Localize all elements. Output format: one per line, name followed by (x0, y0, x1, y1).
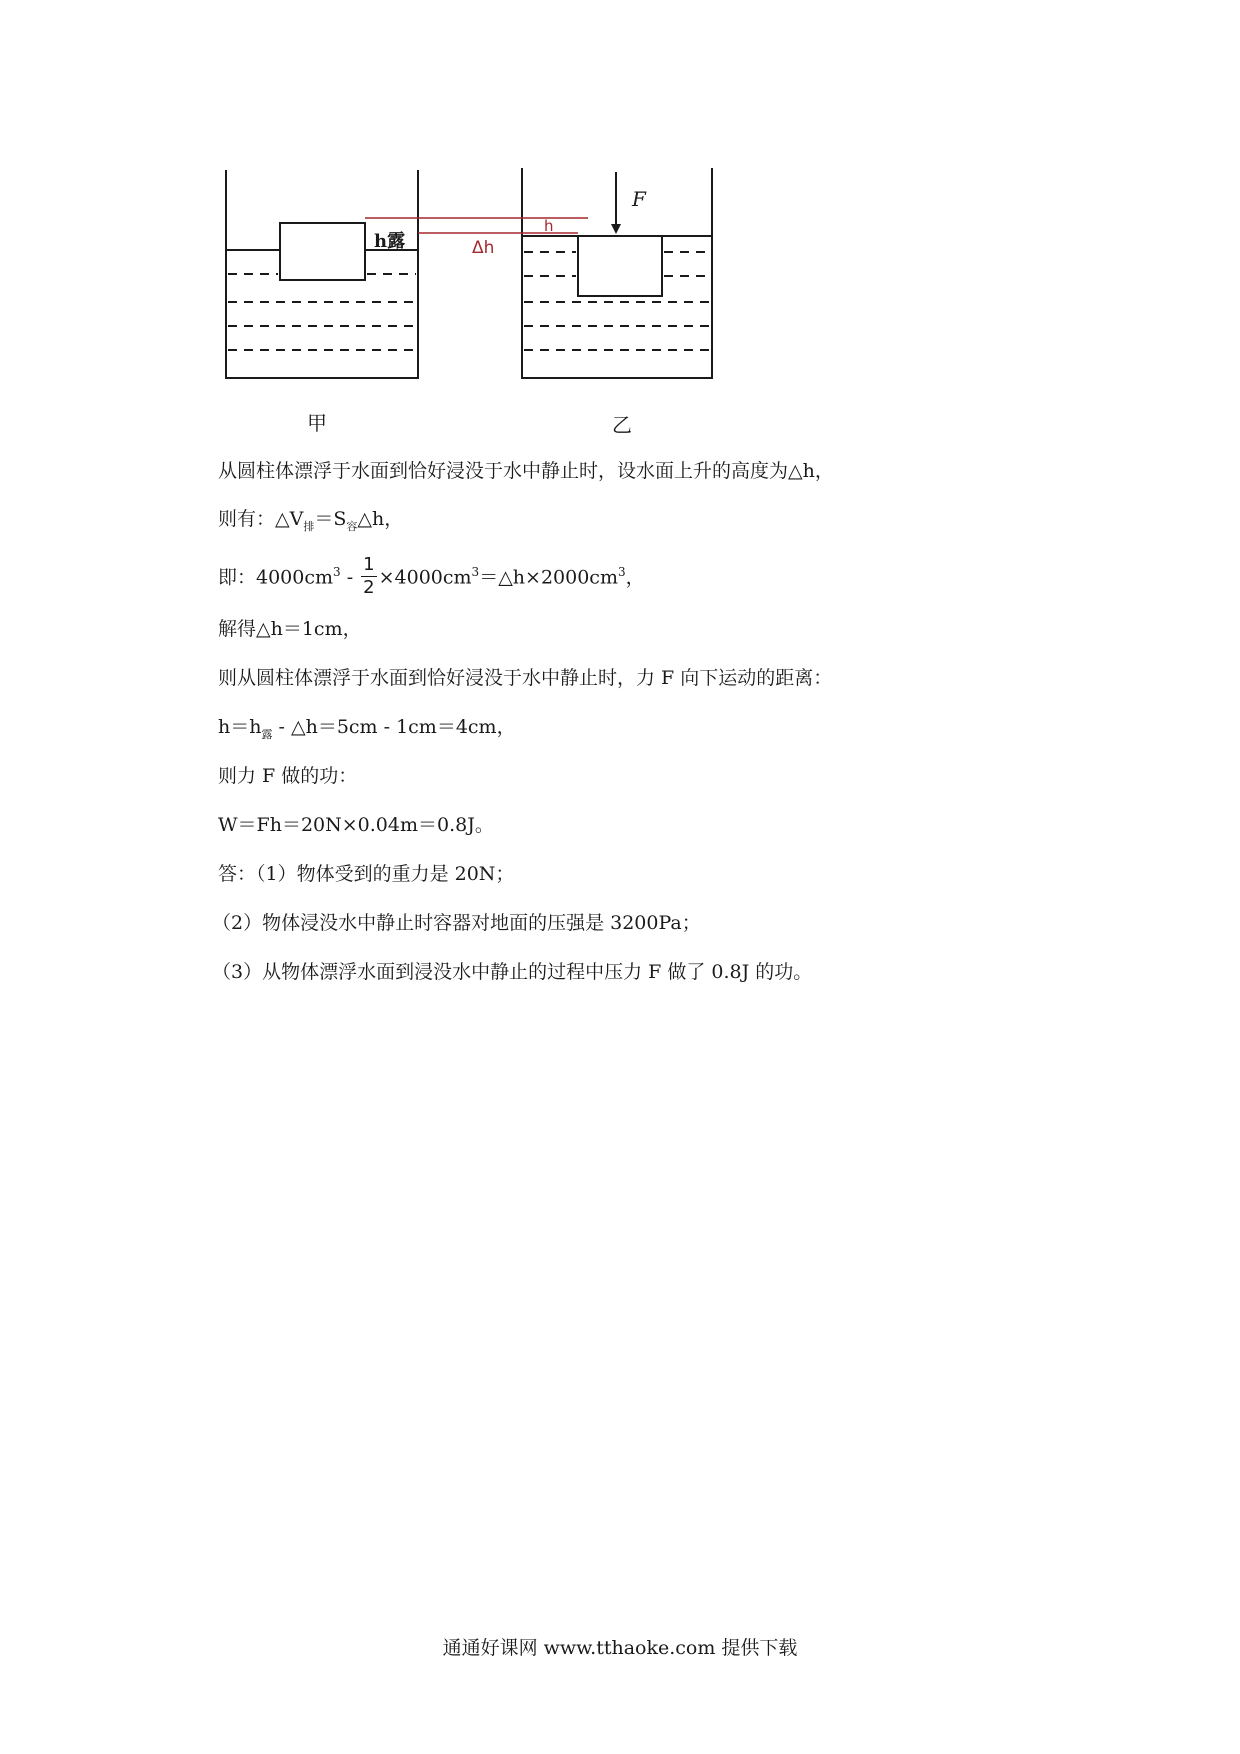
text-line-7: 则力 F 做的功： (218, 765, 358, 787)
sub-lu: 露 (261, 728, 273, 741)
text-line-10: （2）物体浸没水中静止时容器对地面的压强是 3200Pa； (212, 912, 701, 934)
force-label: F (632, 187, 646, 211)
t3d: ＝△h×2000cm (479, 566, 618, 589)
text-line-1: 从圆柱体漂浮于水面到恰好浸没于水中静止时，设水面上升的高度为△h， (218, 460, 834, 482)
h-label: h (544, 217, 554, 235)
frac-den: 2 (363, 577, 375, 598)
text-line-6 (218, 715, 516, 742)
t6b: - △h＝5cm - 1cm＝4cm， (272, 716, 516, 738)
text-line-2 (218, 507, 403, 534)
submerged-block (578, 236, 662, 296)
text-line-9: 答：（1）物体受到的重力是 20N； (218, 863, 515, 885)
sup-1: 3 (333, 564, 341, 579)
text-line-8: W＝Fh＝20N×0.04m＝0.8J。 (218, 814, 494, 836)
caption-jia: 甲 (307, 411, 327, 435)
sup-3: 3 (617, 564, 626, 579)
sub-pai: 排 (303, 520, 315, 533)
t3a: 即：4000cm (218, 566, 334, 589)
text-line-11: （3）从物体漂浮水面到浸没水中静止的过程中压力 F 做了 0.8J 的功。 (212, 961, 813, 983)
container-jia (226, 170, 418, 378)
container-yi (522, 168, 712, 378)
delta-h-label: Δh (472, 238, 495, 258)
buoyancy-diagram (0, 0, 1240, 460)
floating-block (280, 223, 365, 280)
t6a: h＝h (218, 716, 262, 738)
sub-rong: 容 (346, 520, 358, 533)
force-arrowhead (611, 224, 621, 234)
sup-2: 3 (471, 564, 480, 579)
text-line-3 (218, 556, 645, 601)
text-line-5: 则从圆柱体漂浮于水面到恰好浸没于水中静止时，力 F 向下运动的距离： (218, 667, 833, 689)
t3e: ， (625, 566, 645, 589)
h-dew-label: h露 (374, 231, 406, 252)
fraction-half (361, 554, 376, 599)
frac-num: 1 (363, 554, 375, 575)
t2c: △h， (357, 508, 404, 530)
footer-credit: 通通好课网 www.tthaoke.com 提供下载 (442, 1637, 798, 1659)
t3c: ×4000cm (378, 566, 472, 589)
t2b: ＝S (314, 508, 347, 530)
text-line-4: 解得△h＝1cm， (218, 618, 362, 640)
t3b: - (340, 566, 360, 589)
caption-yi: 乙 (612, 413, 632, 437)
t2a: 则有：△V (218, 508, 304, 530)
